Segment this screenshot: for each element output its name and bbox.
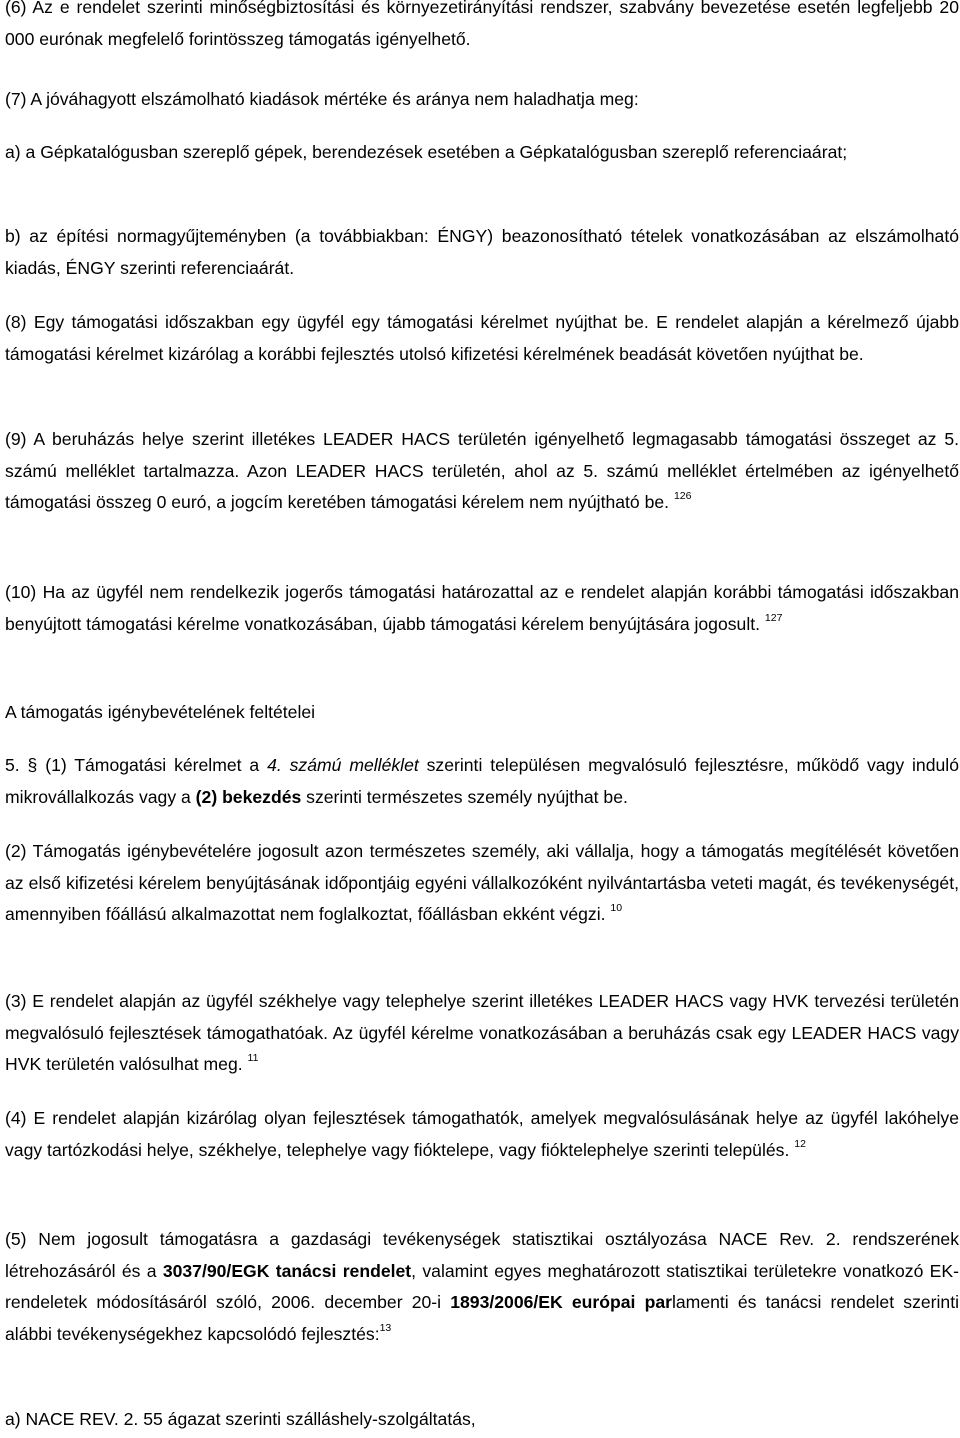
annex-4-reference: 4. számú melléklet [267,755,419,775]
paragraph-7 [5,84,959,116]
s5-2-text: (2) Támogatás igénybevételére jogosult azon természetes személy, aki vállalja, hogy a támogatás megítélését követően az első kifizetési kérelem benyújtásának időpontjáig egyéni vállalkozóként nyilvántartásba veteti magát, és tevékenységét, amennyiben főállású alkalmazottat nem foglalkoztat, főállásban ekként végzi. [5,841,959,924]
paragraph-7a [5,137,959,169]
paragraph-7-text: (7) A jóváhagyott elszámolható kiadások mértéke és aránya nem haladhatja meg: [5,89,639,109]
paragraph-7b-text: b) az építési normagyűjteményben (a továbbiakban: ÉNGY) beazonosítható tételek vonatkozásában az elszámolható kiadás, ÉNGY szerinti referenciaárát. [5,226,959,278]
s5-4-text: (4) E rendelet alapján kizárólag olyan fejlesztések támogathatók, amelyek megvalósulásának helye az ügyfél lakóhelye vagy tartózkodási helye, székhelye, telephelye vagy fióktelepe, vagy fióktelephelye szerinti település. [5,1108,959,1160]
s5-5-text-b: , valamint egyes meghatározott statisztikai területekre vonatkozó EK-rendeletek módosításáról szóló, 2006. december 20-i [5,1260,959,1312]
footnote-12: 12 [794,1137,806,1150]
regulation-1893-2006-reference: 1893/2006/EK európai par [450,1292,672,1312]
footnote-11: 11 [247,1052,259,1064]
section-5-paragraph-3 [5,986,959,1081]
s5-5a-text: a) NACE REV. 2. 55 ágazat szerinti szálláshely-szolgáltatás, [5,1409,476,1429]
paragraph-7a-text: a) a Gépkatalógusban szereplő gépek, berendezések esetében a Gépkatalógusban szereplő referenciaárat; [5,142,848,162]
section-5-paragraph-4 [5,1103,959,1166]
paragraph-6-text: (6) Az e rendelet szerinti minőségbiztosítási és környezetirányítási rendszer, szabvány bevezetése esetén legfeljebb 20 000 eurónak megfelelő forintösszeg támogatás igényelhető. [5,0,959,49]
footnote-13: 13 [379,1321,392,1334]
section-5-paragraph-2 [5,836,959,931]
section-5-paragraph-1 [5,750,959,813]
s5-1-text-c: szerinti természetes személy nyújthat be. [301,786,628,807]
section-5-paragraph-5 [5,1224,959,1350]
s5-1-text-a: 5. § (1) Támogatási kérelmet a [5,755,268,775]
paragraph-9-text: (9) A beruházás helye szerint illetékes LEADER HACS területén igényelhető legmagasabb támogatási összeget az 5. számú melléklet tartalmazza. Azon LEADER HACS területén, ahol az 5. számú melléklet értelmében az igényelhető támogatási összeg 0 euró, a jogcím keretében támogatási kérelem nem nyújtható be. [5,429,959,512]
s5-3-text: (3) E rendelet alapján az ügyfél székhelye vagy telephelye szerint illetékes LEADER HACS vagy HVK tervezési területén megvalósuló fejlesztések támogathatóak. Az ügyfél kérelme vonatkozásában a beruházás csak egy LEADER HACS vagy HVK területén valósulhat meg. [5,991,959,1074]
section-heading [5,697,959,729]
s5-1-text-b: szerinti településen megvalósuló fejlesztésre, működő vagy induló mikrovállalkozás vagy a [5,755,959,807]
footnote-10: 10 [610,902,623,914]
paragraph-8 [5,307,959,370]
paragraph-8-text: (8) Egy támogatási időszakban egy ügyfél egy támogatási kérelmet nyújthat be. E rendelet alapján a kérelmező újabb támogatási kérelmet kizárólag a korábbi fejlesztés utolsó kifizetési kérelmének beadását követően nyújthat be. [5,312,959,364]
heading-text: A támogatás igénybevételének feltételei [5,702,316,722]
paragraph-2-reference: (2) bekezdés [195,786,302,807]
paragraph-7b [5,221,959,284]
regulation-3037-90-reference: 3037/90/EGK tanácsi rendelet [162,1260,412,1281]
footnote-127: 127 [764,611,783,624]
paragraph-6 [5,0,959,55]
footnote-126: 126 [673,490,692,502]
s5-5-text-a: (5) Nem jogosult támogatásra a gazdasági tevékenységek statisztikai osztályozása NACE Rev. 2. rendszerének létrehozásáról és a [5,1229,959,1281]
paragraph-10 [5,577,959,640]
paragraph-9 [5,424,959,519]
s5-5-text-c: lamenti és tanácsi rendelet szerinti alábbi tevékenységekhez kapcsolódó fejlesztés: [5,1292,959,1344]
paragraph-10-text: (10) Ha az ügyfél nem rendelkezik jogerős támogatási határozattal az e rendelet alapján korábbi támogatási időszakban benyújtott támogatási kérelme vonatkozásában, újabb támogatási kérelem benyújtására jogosult. [5,582,959,634]
section-5-paragraph-5a [5,1404,959,1436]
